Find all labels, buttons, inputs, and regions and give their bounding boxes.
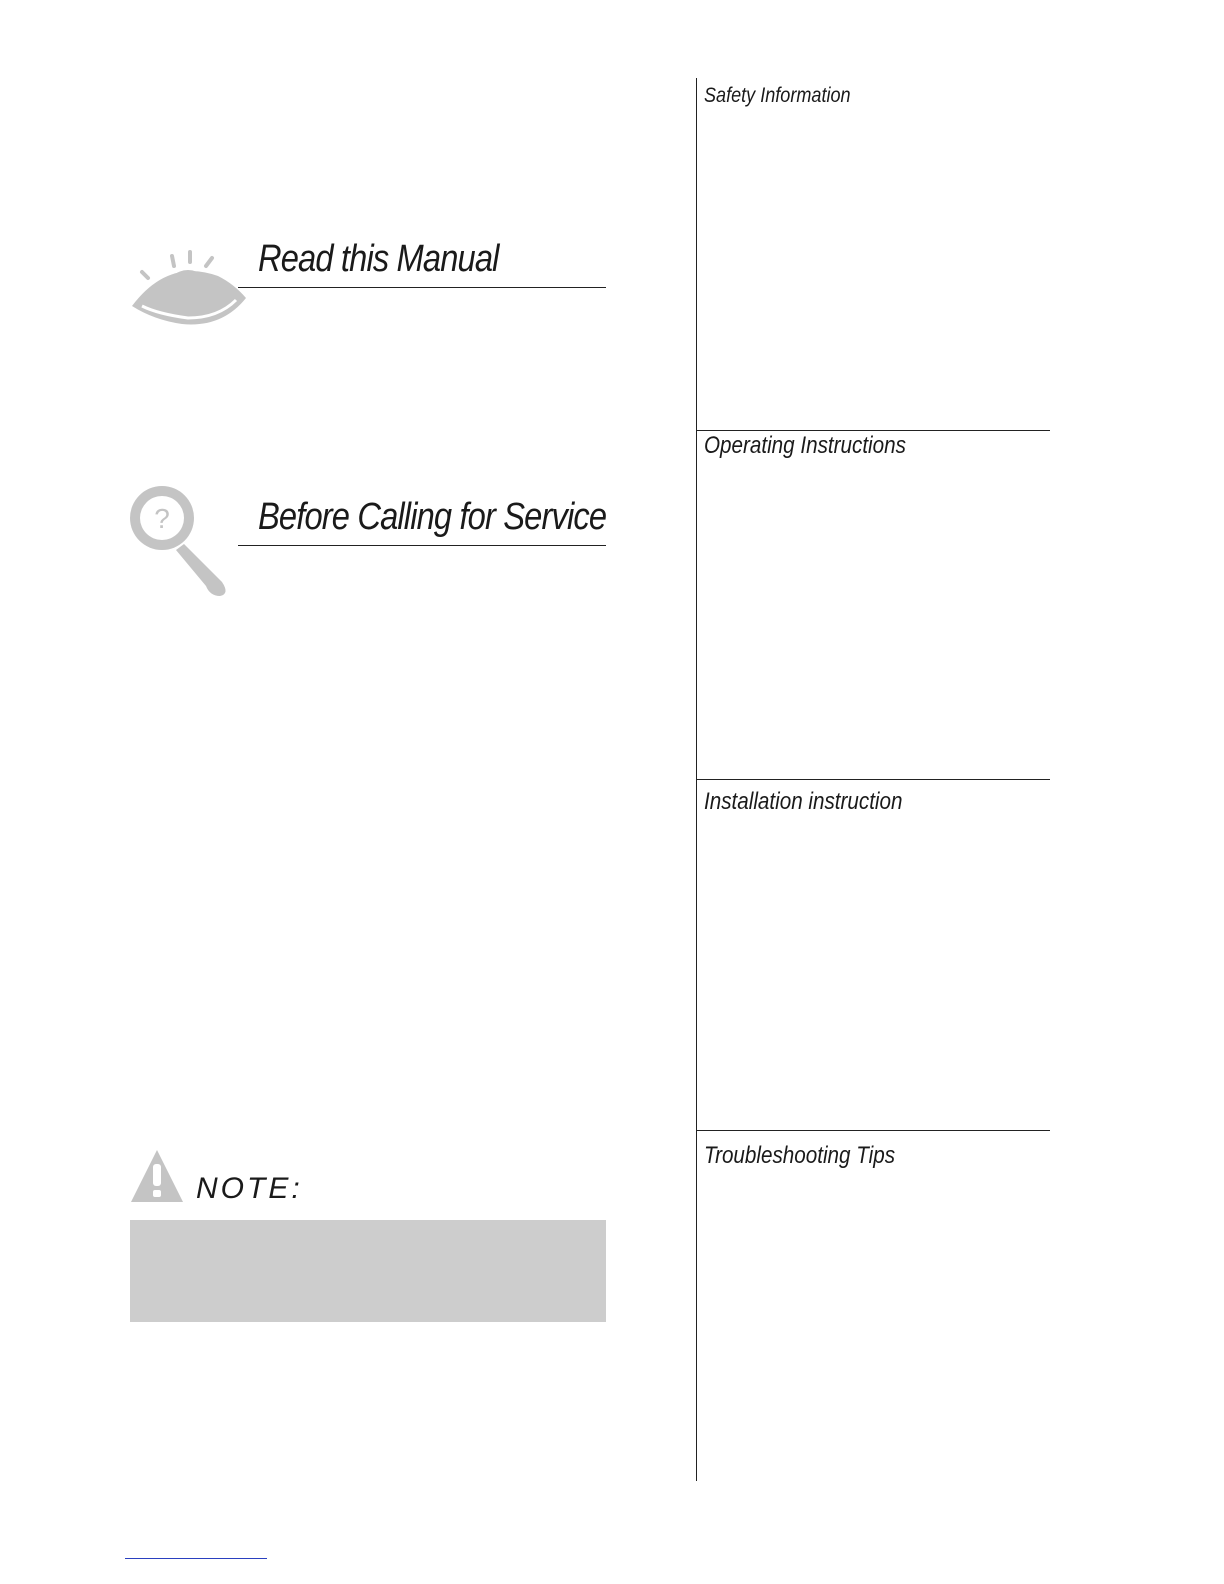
before-service-heading: Before Calling for Service	[258, 496, 607, 538]
note-box	[130, 1220, 606, 1322]
read-manual-rule	[238, 287, 606, 288]
footer-link-underline	[125, 1558, 267, 1559]
section-title-troubleshooting: Troubleshooting Tips	[704, 1142, 896, 1169]
read-manual-heading: Read this Manual	[258, 238, 499, 280]
warning-icon	[129, 1148, 185, 1204]
eye-icon	[128, 248, 252, 328]
before-service-rule	[238, 545, 606, 546]
note-label: NOTE:	[196, 1172, 303, 1205]
section-title-installation: Installation instruction	[704, 788, 903, 815]
section-title-operating: Operating Instructions	[704, 432, 906, 459]
magnifier-question-icon	[126, 482, 238, 598]
section-rule	[697, 430, 1050, 431]
question-mark-glyph: ?	[154, 503, 170, 534]
section-rule	[697, 1130, 1050, 1131]
section-title-safety: Safety Information	[704, 84, 851, 107]
section-rule	[697, 779, 1050, 780]
